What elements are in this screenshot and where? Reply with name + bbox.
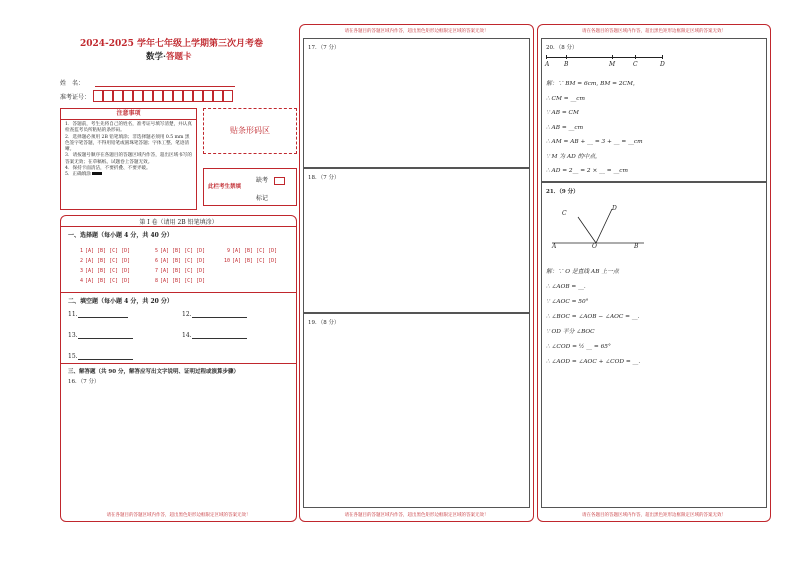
- point-a-label: A: [552, 243, 557, 250]
- footer-warning-col1: 请在各题目的答题区域内作答，超出黑色矩形边框限定区域的答案无效！: [106, 513, 251, 518]
- footer-warning-col3: 请在各题目的答题区域内作答，超出黑色矩形边框限定区域的答案无效！: [582, 513, 726, 518]
- q21-step-1: 解：∵ O 是直线 AB 上一点: [546, 269, 619, 275]
- tick-d: [662, 55, 663, 59]
- q20-step-2: ∴ CM = __cm: [546, 95, 585, 102]
- blank-15[interactable]: 15.: [68, 353, 133, 360]
- q20-label: 20．（8 分）: [546, 45, 578, 51]
- q20-step-4: ∴ AB = __cm: [546, 124, 584, 131]
- q21-step-2: ∴ ∠AOB = __.: [546, 284, 586, 290]
- segment-ad-line: [546, 57, 662, 58]
- blank-12[interactable]: 12.: [182, 311, 247, 318]
- absent-mark-box[interactable]: [274, 177, 285, 185]
- answer-card-label: 答题卡: [165, 52, 192, 62]
- notice-item-4: 4．保持卡面清洁，不要折叠、不要弄破。: [65, 166, 151, 172]
- blank-13[interactable]: 13.: [68, 332, 133, 339]
- choice-q3[interactable]: 3 [A] [B] [C] [D]: [79, 268, 131, 274]
- choice-q4[interactable]: 4 [A] [B] [C] [D]: [79, 278, 131, 284]
- q20-step-3: ∵ AB = CM: [546, 110, 579, 116]
- q17-label: 17．（7 分）: [308, 45, 340, 51]
- q20-answer-area[interactable]: [541, 38, 767, 182]
- divider: [60, 226, 297, 227]
- filled-mark-sample: [92, 172, 102, 175]
- section-3-title: 三、解答题（共 90 分，解答应写出文字说明、证明过程或演算步骤）: [68, 369, 239, 375]
- choice-q6[interactable]: 6 [A] [B] [C] [D]: [154, 258, 206, 264]
- divider: [60, 363, 297, 364]
- volume-1-title: 第 I 卷（请用 2B 铅笔填涂）: [139, 219, 218, 226]
- point-a-label: A: [545, 61, 550, 68]
- q21-step-5: ∵ OD 平分 ∠BOC: [546, 329, 595, 335]
- q20-step-7: ∴ AD = 2__ = 2 × __ = __cm: [546, 168, 629, 174]
- q16-label: 16．（7 分）: [68, 379, 100, 385]
- q21-step-3: ∵ ∠AOC = 50°: [546, 299, 589, 305]
- choice-q2[interactable]: 2 [A] [B] [C] [D]: [79, 258, 131, 264]
- barcode-area: [203, 108, 297, 154]
- blank-11[interactable]: 11.: [68, 311, 128, 318]
- point-d-label: D: [660, 61, 665, 68]
- q21-label: 21．（9 分）: [546, 189, 579, 195]
- blank-14[interactable]: 14.: [182, 332, 247, 339]
- notice-list: [65, 122, 193, 179]
- choice-q10[interactable]: 10 [A] [B] [C] [D]: [223, 258, 278, 264]
- absent-box: [203, 168, 297, 206]
- point-b-label: B: [564, 61, 569, 68]
- correct-fill-label: 5．正确填涂: [65, 172, 91, 178]
- q19-label: 19．（8 分）: [308, 320, 340, 326]
- tick-m: [612, 55, 613, 59]
- q20-step-6: ∵ M 为 AD 的中点，: [546, 153, 601, 160]
- point-o-label: O: [592, 243, 597, 250]
- q19-answer-area[interactable]: [303, 313, 530, 508]
- notice-item-5: [65, 172, 193, 178]
- exam-id-field[interactable]: [93, 90, 243, 102]
- id-label: 准考证号：: [60, 94, 91, 101]
- footer-warning-col2: 请在各题目的答题区域内作答，超出黑色矩形边框限定区域的答案无效！: [344, 513, 489, 518]
- q20-step-1: 解：∵ BM = 6cm, BM = 2CM，: [546, 81, 639, 87]
- q18-answer-area[interactable]: [303, 168, 530, 313]
- tick-c: [635, 55, 636, 59]
- notice-item-1: 1．答题前，考生先将自己的姓名，准考证号填写清楚，并认真检查监考员所粘贴的条形码。: [65, 122, 192, 134]
- notice-box: [60, 108, 197, 210]
- choice-q8[interactable]: 8 [A] [B] [C] [D]: [154, 278, 206, 284]
- exam-subtitle: [146, 50, 191, 62]
- q21-step-7: ∴ ∠AOD = ∠AOC + ∠COD = __.: [546, 359, 641, 365]
- choice-q1[interactable]: 1 [A] [B] [C] [D]: [79, 248, 131, 254]
- q17-answer-area[interactable]: [303, 38, 530, 168]
- choice-q9[interactable]: 9 [A] [B] [C] [D]: [226, 248, 278, 254]
- tick-a: [546, 55, 547, 59]
- name-field[interactable]: [95, 86, 235, 87]
- point-d-label: D: [612, 205, 617, 212]
- point-b-label: B: [634, 243, 639, 250]
- choice-q7[interactable]: 7 [A] [B] [C] [D]: [154, 268, 206, 274]
- divider: [60, 292, 297, 293]
- section-2-title: 二、填空题（每小题 4 分，共 20 分）: [68, 298, 173, 305]
- ray-oc: [578, 217, 596, 243]
- exam-title: 2024-2025 学年七年级上学期第三次月考卷: [80, 39, 263, 49]
- choice-q5[interactable]: 5 [A] [B] [C] [D]: [154, 248, 206, 254]
- absent-mark-label: 缺考: [256, 177, 269, 184]
- point-c-label: C: [562, 210, 567, 217]
- header-warning-col2: 请在各题目的答题区域内作答，超出黑色矩形边框限定区域的答案无效！: [344, 29, 489, 34]
- absent-forbidden-label: 此栏考生禁填: [208, 184, 242, 190]
- barcode-label: 贴条形码区: [230, 126, 270, 135]
- tick-b: [566, 55, 567, 59]
- section-1-title: 一、选择题（每小题 4 分，共 40 分）: [68, 232, 173, 239]
- q21-answer-area[interactable]: [541, 182, 767, 508]
- q21-step-6: ∴ ∠COD = ½ __ = 65°: [546, 344, 611, 350]
- absent-mark-label-2: 标记: [256, 195, 269, 202]
- q18-label: 18．（7 分）: [308, 175, 340, 181]
- ray-od: [596, 209, 612, 243]
- notice-item-3: 3．请按题号顺序在各题目的答题区域内作答，超出区域书写的答案无效；在草稿纸、试题卷上答题无效。: [65, 153, 192, 165]
- name-row: [60, 78, 84, 87]
- name-label: 姓 名：: [60, 80, 85, 87]
- header-warning-col3: 请在各题目的答题区域内作答，超出黑色矩形边框限定区域的答案无效！: [582, 29, 726, 34]
- q21-step-4: ∴ ∠BOC = ∠AOB − ∠AOC = __.: [546, 314, 640, 320]
- q20-step-5: ∴ AM = AB + __ = 3 + __ = __cm: [546, 139, 643, 145]
- subject-label: 数学·: [146, 52, 166, 62]
- notice-item-2: 2．选择题必须用 2B 铅笔填涂；非选择题必须用 0.5 mm 黑色签字笔答题，不得用铅笔或圆珠笔答题；字体工整、笔迹清晰。: [65, 134, 190, 153]
- point-c-label: C: [633, 61, 638, 68]
- notice-title: 注意事项: [61, 109, 196, 120]
- point-m-label: M: [609, 61, 616, 68]
